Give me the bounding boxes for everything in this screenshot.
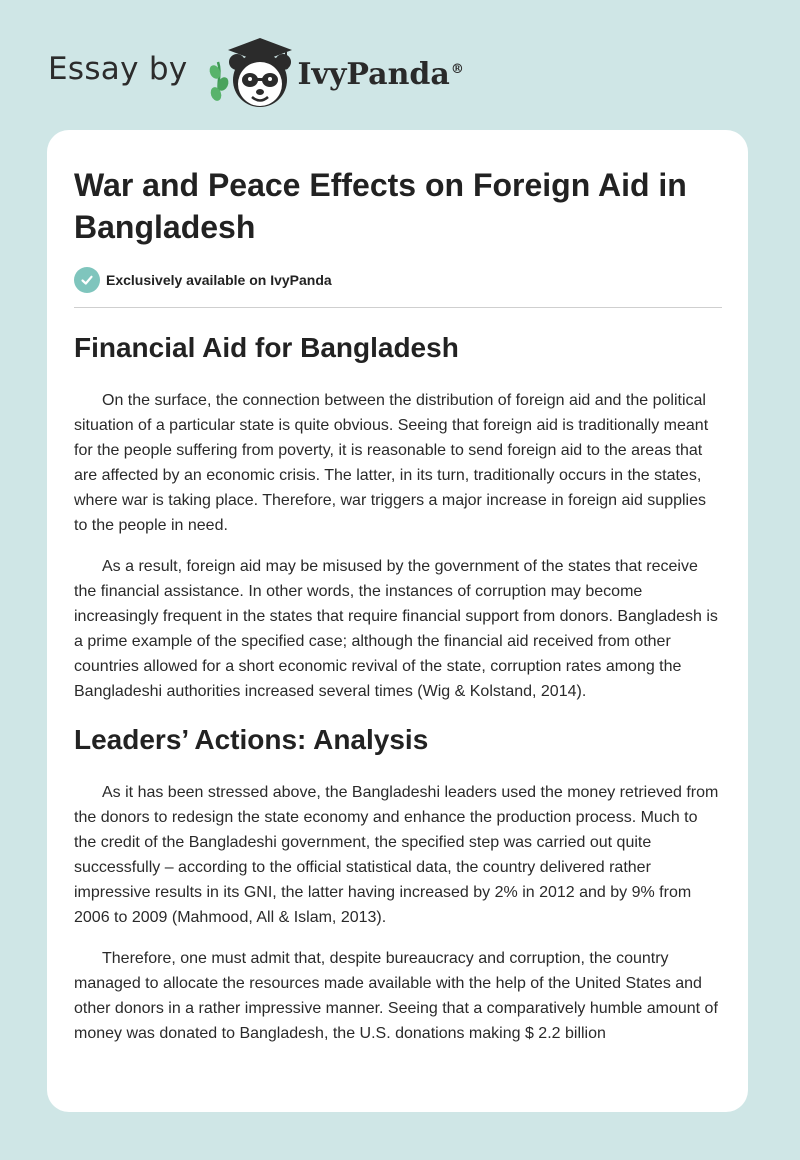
paragraph: As it has been stressed above, the Bangladeshi leaders used the money retrieved from the donors to redesign the state economy and enhance the production process. Much to the credit of the Bangladeshi government, the specified step was carried out quite successfully – according to the official statistical data, the country delivered rather impressive results in its GNI, the latter having increased by 2% in 2012 and by 9% from 2006 to 2009 (Mahmood, All & Islam, 2013). [74, 784, 719, 926]
exclusive-badge-text: Exclusively available on IvyPanda [106, 272, 332, 288]
site-header [48, 32, 464, 112]
brand-name-text: IvyPanda [297, 56, 450, 92]
section-leaders-actions [74, 722, 722, 1046]
section-financial-aid [74, 330, 722, 704]
paragraph: Therefore, one must admit that, despite bureaucracy and corruption, the country managed to allocate the resources made available with the help of the United States and other donors in a rather impressive manner. Seeing that a comparatively humble amount of money was donated to Bangladesh, the U.S. donations making $ 2.2 billion [74, 950, 718, 1042]
paragraph: As a result, foreign aid may be misused by the government of the states that receive the financial assistance. In other words, the instances of corruption may become increasingly frequent in the states that require financial support from donors. Bangladesh is a prime example of the specified case; although the financial aid received from other countries allowed for a short economic revival of the state, corruption rates among the Bangladeshi authorities increased several times (Wig & Kolstand, 2014). [74, 558, 718, 700]
essay-by-label: Essay by [48, 51, 188, 87]
essay-title: War and Peace Effects on Foreign Aid in Bangladesh [74, 167, 687, 245]
section-heading: Financial Aid for Bangladesh [74, 332, 459, 363]
ivypanda-logo-icon[interactable] [204, 32, 296, 112]
checkmark-icon [74, 267, 100, 293]
title-divider [74, 307, 722, 308]
exclusive-badge [74, 266, 722, 294]
essay-card [47, 130, 748, 1112]
section-heading: Leaders’ Actions: Analysis [74, 724, 429, 755]
paragraph: On the surface, the connection between the distribution of foreign aid and the political situation of a particular state is quite obvious. Seeing that foreign aid is traditionally meant for the people suffering from poverty, it is reasonable to send foreign aid to the areas that are affected by an economic crisis. The latter, in its turn, traditionally occurs in the states, where war is taking place. Therefore, war triggers a major increase in foreign aid supplies to the people in need. [74, 392, 709, 534]
registered-mark: ® [450, 61, 464, 77]
ivypanda-brand-name[interactable] [298, 57, 464, 92]
essay-content [74, 164, 722, 1046]
